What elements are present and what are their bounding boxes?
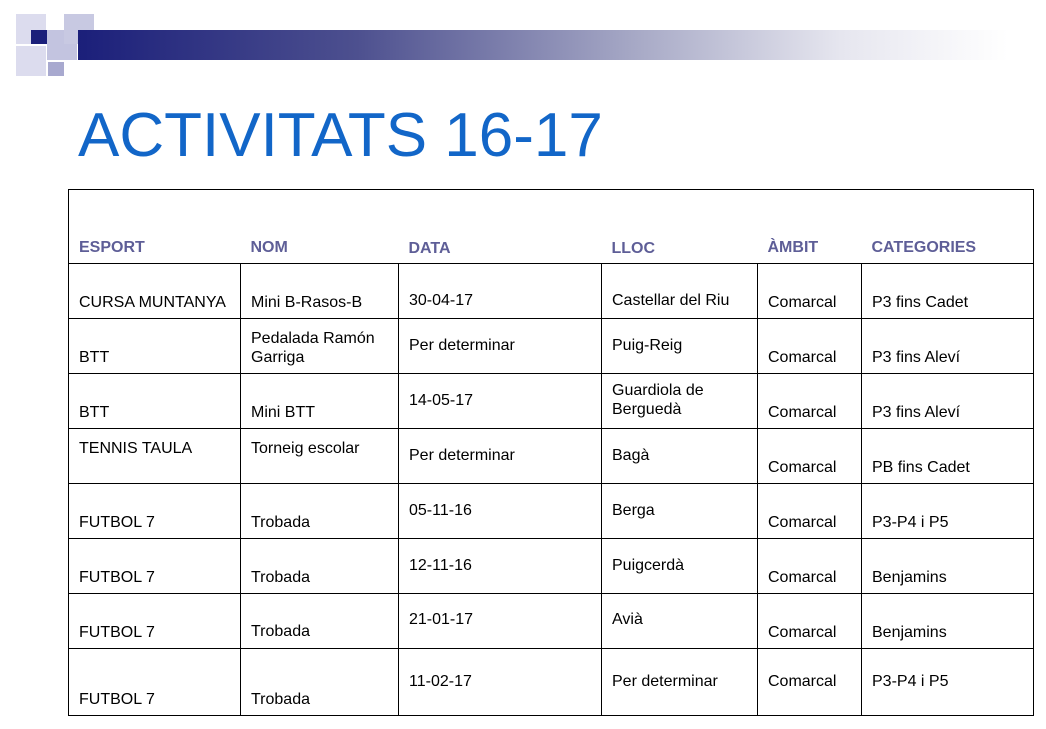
cell-ambit: Comarcal: [758, 484, 862, 539]
cell-lloc: Berga: [602, 484, 758, 539]
cell-nom: Torneig escolar: [241, 429, 399, 484]
cell-ambit: Comarcal: [758, 374, 862, 429]
cell-data: 14-05-17: [399, 374, 602, 429]
cell-lloc: Puigcerdà: [602, 539, 758, 594]
cell-categories: PB fins Cadet: [862, 429, 1034, 484]
decor-square-6: [31, 30, 47, 44]
cell-data: Per determinar: [399, 319, 602, 374]
cell-categories: P3 fins Cadet: [862, 264, 1034, 319]
cell-esport: FUTBOL 7: [69, 484, 241, 539]
table-row: [69, 429, 1034, 484]
cell-ambit: Comarcal: [758, 319, 862, 374]
table-header-row: [69, 190, 1034, 264]
cell-nom: Trobada: [241, 649, 399, 716]
header-gradient-bar: [78, 30, 1008, 60]
header-lloc: LLOC: [602, 190, 758, 264]
table-row: [69, 484, 1034, 539]
cell-lloc: Avià: [602, 594, 758, 649]
cell-lloc: Per determinar: [602, 649, 758, 716]
cell-data: 30-04-17: [399, 264, 602, 319]
table-row: [69, 539, 1034, 594]
cell-ambit: Comarcal: [758, 429, 862, 484]
cell-data: 11-02-17: [399, 649, 602, 716]
cell-nom: Mini BTT: [241, 374, 399, 429]
cell-esport: BTT: [69, 374, 241, 429]
cell-categories: P3-P4 i P5: [862, 649, 1034, 716]
cell-lloc: Bagà: [602, 429, 758, 484]
cell-nom: Mini B-Rasos-B: [241, 264, 399, 319]
cell-lloc: Puig-Reig: [602, 319, 758, 374]
page-title: ACTIVITATS 16-17: [78, 101, 603, 170]
header-categories: CATEGORIES: [862, 190, 1034, 264]
cell-categories: P3-P4 i P5: [862, 484, 1034, 539]
cell-esport: TENNIS TAULA: [69, 429, 241, 484]
cell-nom: Pedalada Ramón Garriga: [241, 319, 399, 374]
cell-data: 05-11-16: [399, 484, 602, 539]
table-row: [69, 649, 1034, 716]
cell-ambit: Comarcal: [758, 264, 862, 319]
cell-esport: FUTBOL 7: [69, 539, 241, 594]
cell-nom: Trobada: [241, 539, 399, 594]
header-data: DATA: [399, 190, 602, 264]
header-esport: ESPORT: [69, 190, 241, 264]
table-row: [69, 374, 1034, 429]
cell-lloc: Guardiola de Berguedà: [602, 374, 758, 429]
cell-esport: BTT: [69, 319, 241, 374]
cell-categories: Benjamins: [862, 594, 1034, 649]
decor-square-5: [48, 62, 64, 76]
cell-esport: FUTBOL 7: [69, 649, 241, 716]
cell-nom: Trobada: [241, 484, 399, 539]
cell-data: Per determinar: [399, 429, 602, 484]
cell-ambit: Comarcal: [758, 649, 862, 716]
cell-nom: Trobada: [241, 594, 399, 649]
cell-categories: P3 fins Aleví: [862, 374, 1034, 429]
cell-data: 21-01-17: [399, 594, 602, 649]
cell-esport: CURSA MUNTANYA: [69, 264, 241, 319]
cell-esport: FUTBOL 7: [69, 594, 241, 649]
header-nom: NOM: [241, 190, 399, 264]
cell-ambit: Comarcal: [758, 594, 862, 649]
header-ambit: ÀMBIT: [758, 190, 862, 264]
cell-data: 12-11-16: [399, 539, 602, 594]
cell-lloc: Castellar del Riu: [602, 264, 758, 319]
cell-categories: Benjamins: [862, 539, 1034, 594]
activities-table: [68, 189, 1034, 716]
table-row: [69, 264, 1034, 319]
cell-categories: P3 fins Aleví: [862, 319, 1034, 374]
table-row: [69, 319, 1034, 374]
decor-square-4: [16, 46, 46, 76]
cell-ambit: Comarcal: [758, 539, 862, 594]
table-row: [69, 594, 1034, 649]
